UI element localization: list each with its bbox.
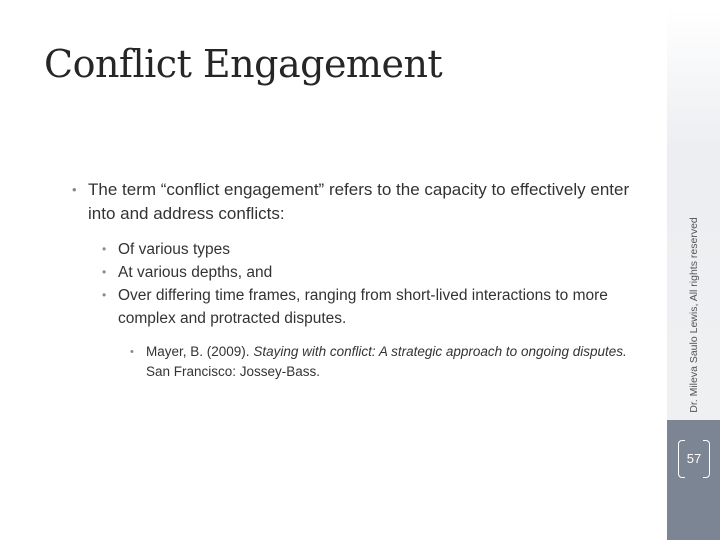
list-item [102, 284, 652, 330]
list-item [102, 261, 652, 284]
slide-title: Conflict Engagement [44, 42, 443, 86]
bullet-icon: • [102, 242, 107, 256]
page-number-text: 57 [686, 450, 702, 466]
sub-bullet-text: At various depths, and [118, 264, 273, 281]
citation-publisher: San Francisco: Jossey-Bass. [146, 364, 321, 379]
bullet-icon: • [102, 288, 107, 302]
bullet-icon: • [130, 346, 134, 358]
sub-bullet-text: Over differing time frames, ranging from short-lived interactions to more complex and protracted disputes. [118, 287, 608, 327]
sub-bullet-text: Of various types [118, 241, 230, 258]
main-bullet-text: The term “conflict engagement” refers to the capacity to effectively enter into and address conflicts: [88, 180, 630, 223]
bullet-icon: • [102, 265, 107, 279]
right-bracket-icon [703, 440, 710, 478]
citation-title: Staying with conflict: A strategic approach to ongoing disputes. [253, 344, 627, 359]
citation [130, 342, 652, 382]
slide-body [72, 178, 652, 382]
citation-author: Mayer, B. (2009). [146, 344, 250, 359]
page-number [678, 440, 710, 476]
main-bullet [72, 178, 652, 226]
bullet-icon: • [72, 182, 77, 197]
sub-bullet-list [72, 238, 652, 330]
list-item [102, 238, 652, 261]
footer-copyright: Dr. Mileva Saulo Lewis, All rights reserved [687, 217, 700, 413]
left-bracket-icon [678, 440, 685, 478]
